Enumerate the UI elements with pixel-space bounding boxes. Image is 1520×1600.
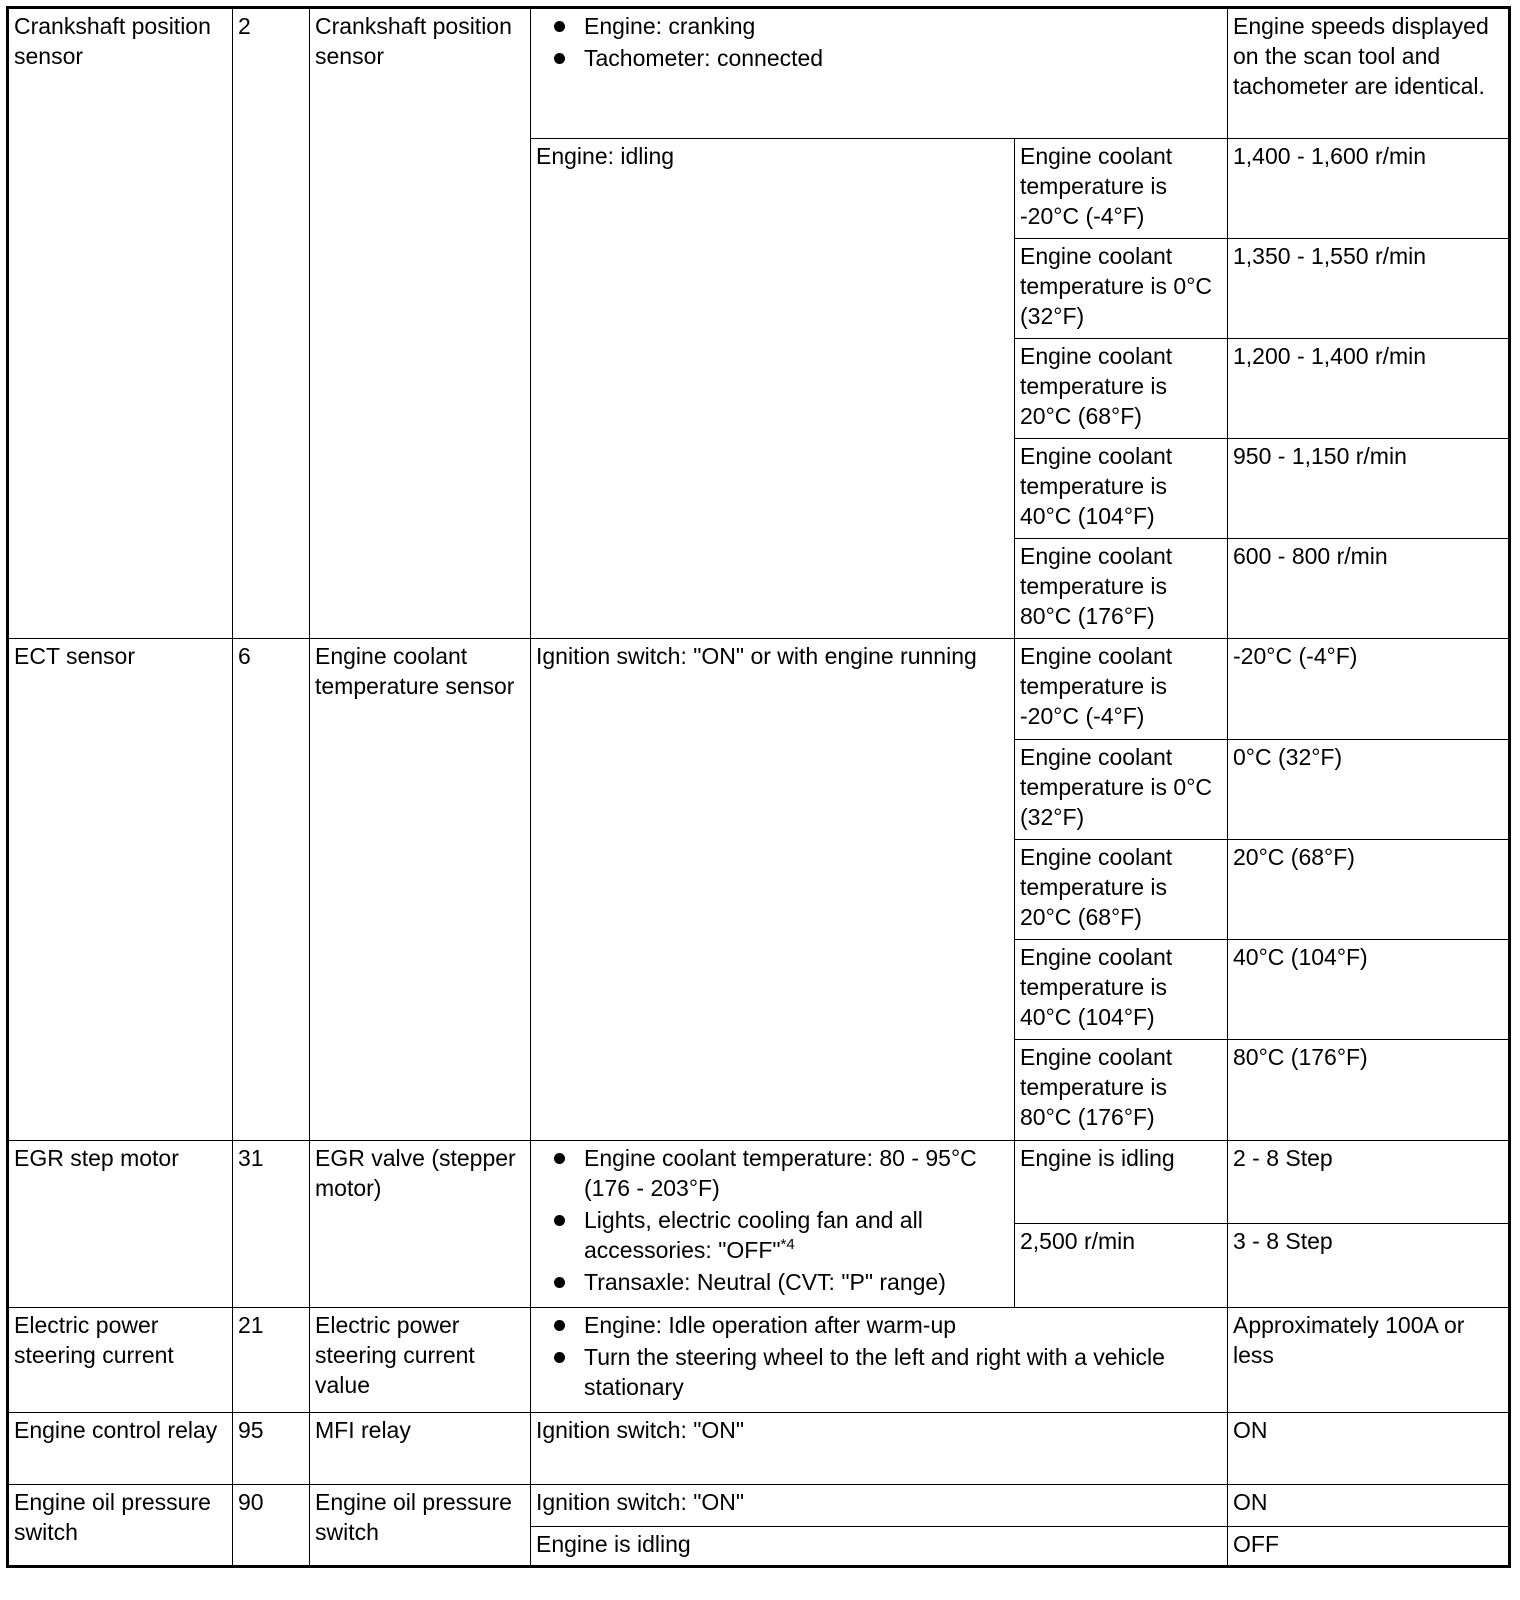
item-cell: Engine control relay	[8, 1413, 233, 1485]
table-row	[8, 8, 1510, 139]
bullet-icon	[554, 1153, 565, 1164]
item-cell: Electric power steering current	[8, 1308, 233, 1413]
condition-bullet-list	[536, 11, 1223, 73]
list-item: Engine: Idle operation after warm-up	[536, 1310, 1223, 1340]
condition-bullet-list	[536, 1143, 1010, 1297]
list-item: Engine coolant temperature: 80 - 95°C (176 - 203°F)	[536, 1143, 1010, 1203]
normal-condition-cell: Approximately 100A or less	[1228, 1308, 1510, 1413]
item-cell: Engine oil pressure switch	[8, 1485, 233, 1567]
normal-condition-cell: 3 - 8 Step	[1228, 1224, 1510, 1308]
item-no-cell: 2	[233, 8, 310, 639]
check-item-cell: Crankshaft position sensor	[310, 8, 531, 639]
check-item-cell: Electric power steering current value	[310, 1308, 531, 1413]
normal-condition-cell: ON	[1228, 1485, 1510, 1527]
normal-condition-cell: 600 - 800 r/min	[1228, 539, 1510, 639]
normal-condition-cell: 40°C (104°F)	[1228, 940, 1510, 1040]
bullet-icon	[554, 21, 565, 32]
table-row	[8, 639, 1510, 740]
sub-condition-cell: Engine coolant temperature is 20°C (68°F)	[1015, 840, 1228, 940]
sub-condition-cell: Engine coolant temperature is 0°C (32°F)	[1015, 239, 1228, 339]
sub-condition-cell: 2,500 r/min	[1015, 1224, 1228, 1308]
condition-cell: Ignition switch: "ON" or with engine running	[531, 639, 1015, 1141]
normal-condition-cell: 1,200 - 1,400 r/min	[1228, 339, 1510, 439]
check-item-cell: EGR valve (stepper motor)	[310, 1141, 531, 1308]
data-list-table	[6, 6, 1511, 1568]
item-cell: ECT sensor	[8, 639, 233, 1141]
table-row	[8, 1308, 1510, 1413]
table-row	[8, 1413, 1510, 1485]
normal-condition-cell: 1,400 - 1,600 r/min	[1228, 139, 1510, 239]
list-item: Lights, electric cooling fan and all accessories: "OFF"$^{*4}$	[536, 1205, 1010, 1265]
bullet-icon	[554, 53, 565, 64]
normal-condition-cell: -20°C (-4°F)	[1228, 639, 1510, 740]
bullet-icon	[554, 1215, 565, 1226]
normal-condition-cell: 1,350 - 1,550 r/min	[1228, 239, 1510, 339]
list-item: Turn the steering wheel to the left and right with a vehicle stationary	[536, 1342, 1223, 1402]
sub-condition-cell: Engine is idling	[1015, 1141, 1228, 1224]
condition-cell: Engine is idling	[531, 1527, 1228, 1567]
bullet-icon	[554, 1277, 565, 1288]
item-cell: Crankshaft position sensor	[8, 8, 233, 639]
bullet-icon	[554, 1320, 565, 1331]
condition-cell	[531, 1308, 1228, 1413]
table-row	[8, 1485, 1510, 1527]
list-item: Engine: cranking	[536, 11, 1223, 41]
condition-cell: Ignition switch: "ON"	[531, 1413, 1228, 1485]
item-no-cell: 31	[233, 1141, 310, 1308]
condition-cell	[531, 8, 1228, 139]
normal-condition-cell: ON	[1228, 1413, 1510, 1485]
item-no-cell: 95	[233, 1413, 310, 1485]
bullet-icon	[554, 1352, 565, 1363]
check-item-cell: Engine oil pressure switch	[310, 1485, 531, 1567]
table-row	[8, 1141, 1510, 1224]
normal-condition-cell: 80°C (176°F)	[1228, 1040, 1510, 1141]
condition-cell	[531, 1141, 1015, 1308]
normal-condition-cell: 0°C (32°F)	[1228, 740, 1510, 840]
condition-cell: Ignition switch: "ON"	[531, 1485, 1228, 1527]
list-item: Transaxle: Neutral (CVT: "P" range)	[536, 1267, 1010, 1297]
sub-condition-cell: Engine coolant temperature is 80°C (176°F)	[1015, 1040, 1228, 1141]
normal-condition-cell: 20°C (68°F)	[1228, 840, 1510, 940]
item-cell: EGR step motor	[8, 1141, 233, 1308]
sub-condition-cell: Engine coolant temperature is 80°C (176°F)	[1015, 539, 1228, 639]
condition-bullet-list	[536, 1310, 1223, 1402]
item-no-cell: 6	[233, 639, 310, 1141]
check-item-cell: Engine coolant temperature sensor	[310, 639, 531, 1141]
sub-condition-cell: Engine coolant temperature is 40°C (104°F)	[1015, 940, 1228, 1040]
normal-condition-cell: 950 - 1,150 r/min	[1228, 439, 1510, 539]
item-no-cell: 90	[233, 1485, 310, 1567]
sub-condition-cell: Engine coolant temperature is 40°C (104°F)	[1015, 439, 1228, 539]
condition-cell: Engine: idling	[531, 139, 1015, 639]
item-no-cell: 21	[233, 1308, 310, 1413]
footnote-mark: *4	[780, 1236, 795, 1253]
sub-condition-cell: Engine coolant temperature is 0°C (32°F)	[1015, 740, 1228, 840]
list-item: Tachometer: connected	[536, 43, 1223, 73]
sub-condition-cell: Engine coolant temperature is -20°C (-4°F)	[1015, 639, 1228, 740]
sub-condition-cell: Engine coolant temperature is -20°C (-4°F)	[1015, 139, 1228, 239]
spec-page	[6, 6, 1508, 1568]
normal-condition-cell: Engine speeds displayed on the scan tool and tachometer are identical.	[1228, 8, 1510, 139]
check-item-cell: MFI relay	[310, 1413, 531, 1485]
sub-condition-cell: Engine coolant temperature is 20°C (68°F)	[1015, 339, 1228, 439]
normal-condition-cell: OFF	[1228, 1527, 1510, 1567]
normal-condition-cell: 2 - 8 Step	[1228, 1141, 1510, 1224]
